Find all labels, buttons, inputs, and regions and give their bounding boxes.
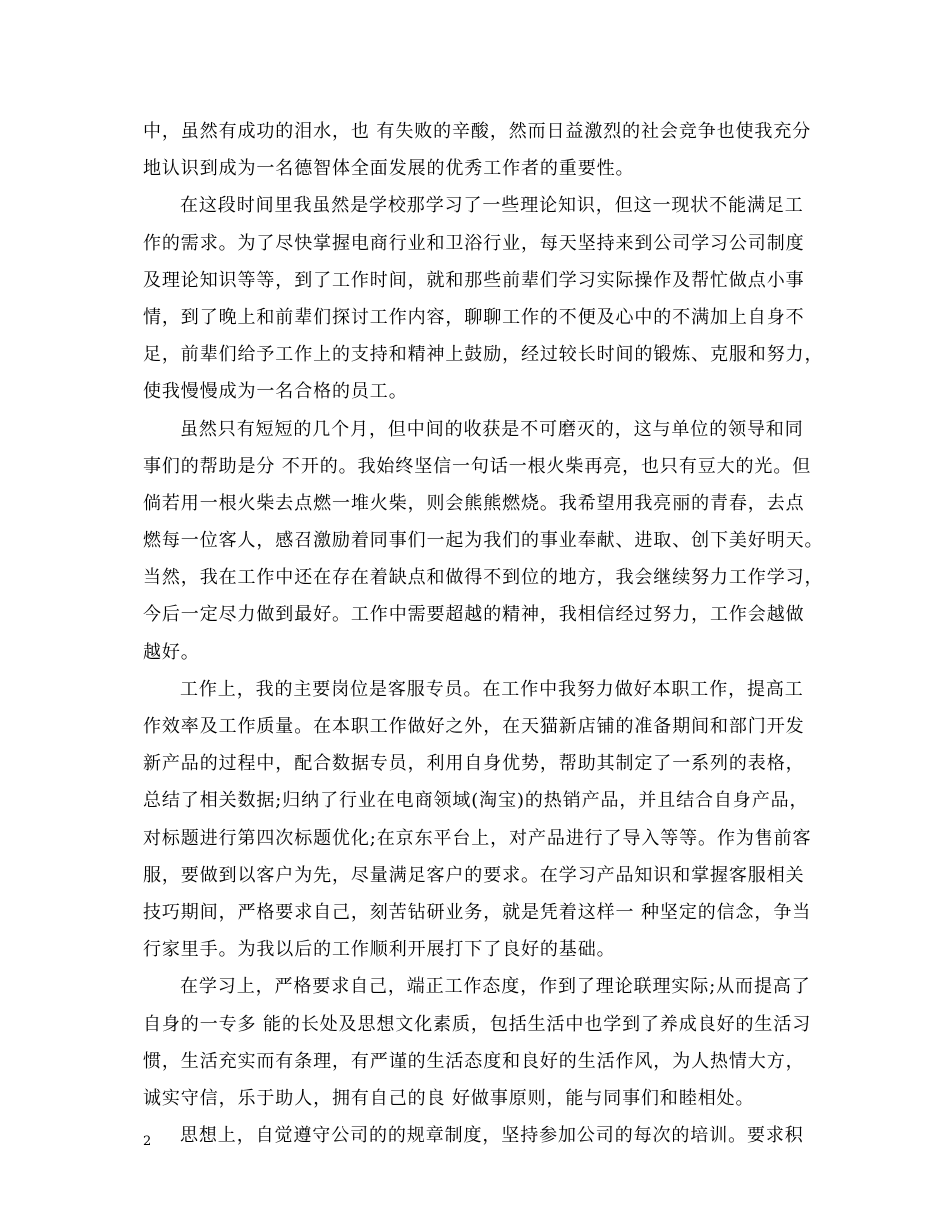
text-line: 技巧期间，严格要求自己，刻苦钻研业务，就是凭着这样一 种坚定的信念，争当 bbox=[143, 901, 812, 923]
paragraph-learning-period bbox=[143, 187, 824, 410]
text-line: 自身的一专多 能的长处及思想文化素质，包括生活中也学到了养成良好的生活习 bbox=[143, 1013, 812, 1035]
text-line: 在这段时间里我虽然是学校那学习了一些理论知识，但这一现状不能满足工 bbox=[180, 195, 804, 217]
paragraph-thought bbox=[143, 1117, 811, 1154]
text-line: 当然，我在工作中还在存在着缺点和做得不到位的地方，我会继续努力工作学习， bbox=[143, 567, 824, 589]
paragraph-work bbox=[143, 671, 811, 969]
text-line: 作的需求。为了尽快掌握电商行业和卫浴行业，每天坚持来到公司学习公司制度 bbox=[143, 232, 805, 254]
text-line: 总结了相关数据;归纳了行业在电商领域(淘宝)的热销产品，并且结合自身产品， bbox=[143, 790, 809, 812]
text-line: 作效率及工作质量。在本职工作做好之外，在天猫新店铺的准备期间和部门开发 bbox=[143, 716, 805, 737]
text-line: 虽然只有短短的几个月，但中间的收获是不可磨灭的，这与单位的领导和同 bbox=[180, 418, 804, 440]
paragraph-continuation bbox=[143, 113, 811, 187]
document-body bbox=[143, 113, 824, 1154]
text-line: 中，虽然有成功的泪水，也 有失败的辛酸，然而日益激烈的社会竞争也使我充分 bbox=[143, 121, 812, 142]
paragraph-gains bbox=[143, 411, 824, 671]
text-line: 今后一定尽力做到最好。工作中需要超越的精神，我相信经过努力，工作会越做 bbox=[143, 604, 805, 626]
text-line: 新产品的过程中，配合数据专员，利用自身优势，帮助其制定了一系列的表格， bbox=[143, 753, 805, 775]
text-line: 地认识到成为一名德智体全面发展的优秀工作者的重要性。 bbox=[143, 158, 635, 180]
paragraph-study bbox=[143, 968, 811, 1117]
text-line: 诚实守信，乐于助人，拥有自己的良 好做事原则，能与同事们和睦相处。 bbox=[143, 1087, 755, 1109]
text-line: 使我慢慢成为一名合格的员工。 bbox=[143, 381, 408, 403]
text-line: 及理论知识等等，到了工作时间，就和那些前辈们学习实际操作及帮忙做点小事 bbox=[143, 269, 805, 291]
text-line: 足，前辈们给予工作上的支持和精神上鼓励，经过较长时间的锻炼、克服和努力， bbox=[143, 344, 824, 366]
text-line: 事们的帮助是分 不开的。我始终坚信一句话一根火柴再亮，也只有豆大的光。但 bbox=[143, 455, 812, 477]
text-line: 在学习上，严格要求自己，端正工作态度，作到了理论联理实际;从而提高了 bbox=[180, 976, 811, 998]
text-line: 思想上，自觉遵守公司的的规章制度，坚持参加公司的每次的培训。要求积 bbox=[180, 1125, 804, 1147]
text-line: 惯，生活充实而有条理，有严谨的生活态度和良好的生活作风，为人热情大方， bbox=[143, 1050, 805, 1072]
text-line: 工作上，我的主要岗位是客服专员。在工作中我努力做好本职工作，提高工 bbox=[180, 678, 804, 700]
text-line: 行家里手。为我以后的工作顺利开展打下了良好的基础。 bbox=[143, 939, 616, 961]
text-line: 倘若用一根火柴去点燃一堆火柴，则会熊熊燃烧。我希望用我亮丽的青春，去点 bbox=[143, 492, 805, 514]
text-line: 服，要做到以客户为先，尽量满足客户的要求。在学习产品知识和掌握客服相关 bbox=[143, 864, 805, 886]
text-line: 越好。 bbox=[143, 641, 200, 663]
text-line: 燃每一位客人，感召激励着同事们一起为我们的事业奉献、进取、创下美好明天。 bbox=[143, 530, 824, 552]
page-number: 2 bbox=[143, 1134, 152, 1149]
text-line: 情，到了晚上和前辈们探讨工作内容，聊聊工作的不便及心中的不满加上自身不 bbox=[143, 306, 805, 328]
text-line: 对标题进行第四次标题优化;在京东平台上，对产品进行了导入等等。作为售前客 bbox=[143, 827, 812, 849]
